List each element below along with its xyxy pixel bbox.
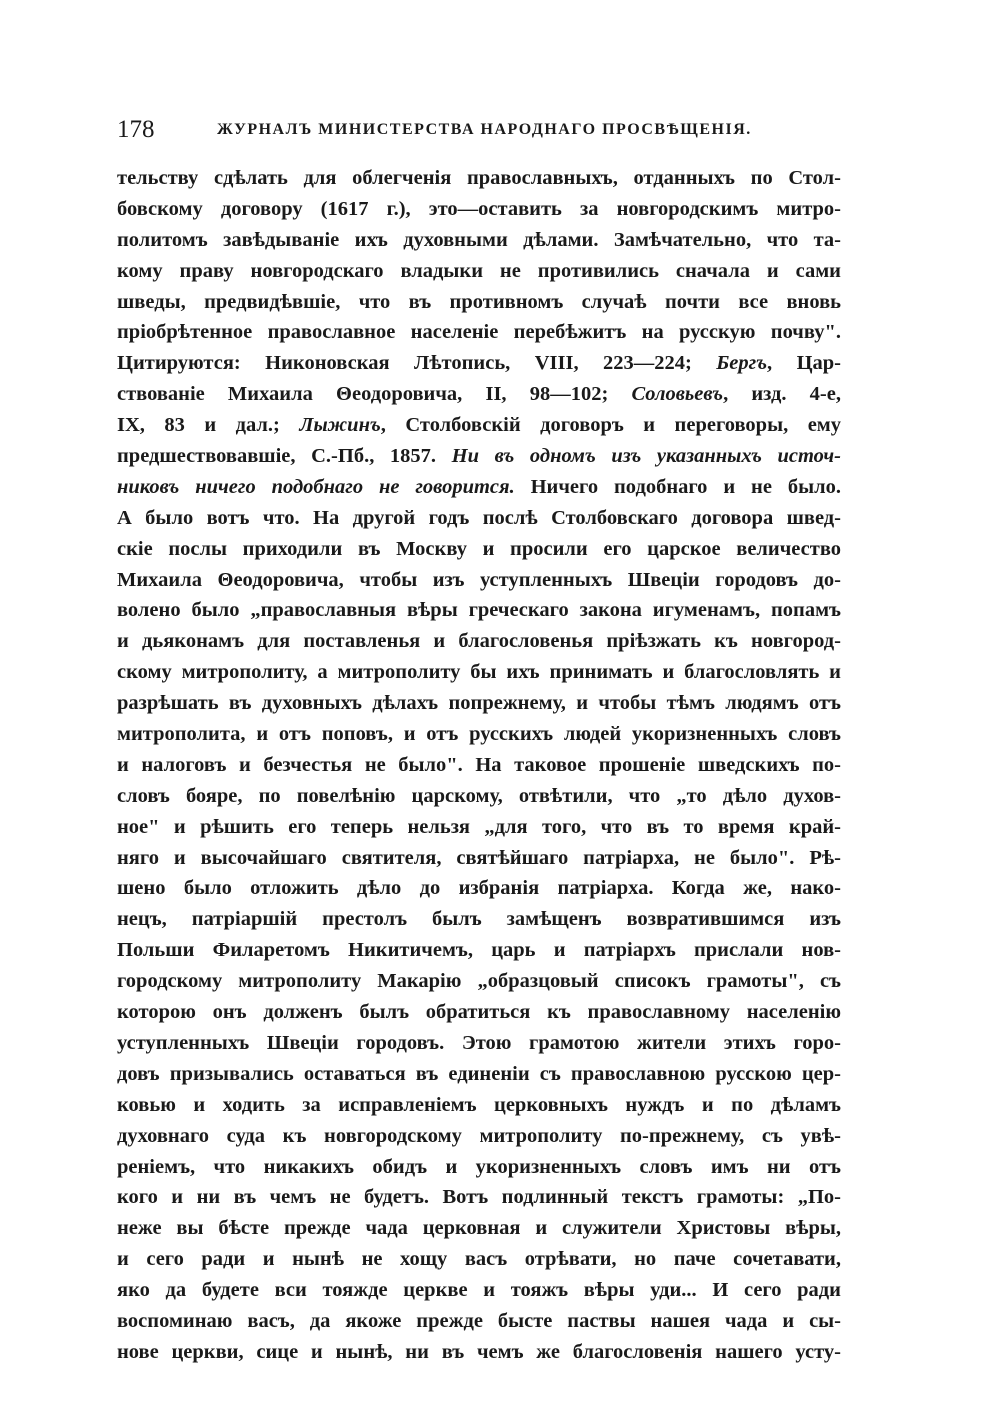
text-segment: няго и высочайшаго святителя, святѣйшаго патріарха, не было". Рѣ- bbox=[117, 846, 841, 869]
text-line bbox=[117, 1090, 841, 1121]
text-segment: пріобрѣтенное православное населеніе перебѣжитъ на русскую почву". bbox=[117, 321, 841, 344]
text-segment: кому праву новгородскаго владыки не противились сначала и сами bbox=[117, 259, 841, 282]
text-segment: волено было „православныя вѣры греческаго закона игуменамъ, попамъ bbox=[117, 599, 841, 622]
text-line bbox=[117, 256, 841, 287]
text-line bbox=[117, 317, 841, 348]
text-line bbox=[117, 348, 841, 379]
text-segment: нецъ, патріаршій престолъ былъ замѣщенъ возвратившимся изъ bbox=[117, 908, 841, 931]
text-line bbox=[117, 843, 841, 874]
text-segment: довъ призывались оставаться въ единеніи съ православною русскою цер- bbox=[117, 1062, 841, 1085]
text-line bbox=[117, 163, 841, 194]
text-segment: городскому митрополиту Макарію „образцовый списокъ грамоты", съ bbox=[117, 970, 841, 993]
text-segment: митрополита, и отъ поповъ, и отъ русскихъ людей укоризненныхъ словъ bbox=[117, 723, 841, 746]
text-line bbox=[117, 1275, 841, 1306]
text-line bbox=[117, 410, 841, 441]
text-line bbox=[117, 1306, 841, 1337]
text-line bbox=[117, 873, 841, 904]
text-segment: политомъ завѣдываніе ихъ духовными дѣлами. Замѣчательно, что та- bbox=[117, 228, 841, 251]
text-line bbox=[117, 472, 841, 503]
text-segment: и сего ради и нынѣ не хощу васъ отрѣвати, но паче сочетавати, bbox=[117, 1248, 841, 1271]
text-line bbox=[117, 1121, 841, 1152]
text-segment: ствованіе Михаила Θеодоровича, II, 98—102; bbox=[117, 383, 632, 406]
text-line bbox=[117, 626, 841, 657]
text-segment: Ничего подобнаго и не было. bbox=[514, 475, 841, 498]
text-line bbox=[117, 503, 841, 534]
text-segment: духовнаго суда къ новгородскому митрополиту по-прежнему, съ увѣ- bbox=[117, 1124, 841, 1147]
text-line bbox=[117, 935, 841, 966]
text-segment: бовскому договору (1617 г.), это—оставить за новгородскимъ митро- bbox=[117, 197, 841, 220]
text-line bbox=[117, 904, 841, 935]
text-line bbox=[117, 379, 841, 410]
text-segment: нове церкви, сице и нынѣ, ни въ чемъ же благословенія нашего усту- bbox=[117, 1340, 841, 1363]
text-line bbox=[117, 1028, 841, 1059]
text-segment: ное" и рѣшить его теперь нельзя „для того, что въ то время край- bbox=[117, 815, 841, 838]
text-segment: , Столбовскій договоръ и переговоры, ему bbox=[380, 414, 841, 437]
body-text bbox=[117, 163, 841, 1368]
italic-text-segment: Ни въ одномъ изъ указанныхъ источ- bbox=[451, 445, 841, 468]
page-header bbox=[117, 114, 847, 146]
text-segment: яко да будете вси тояжде церкве и тояжъ вѣры уди... И сего ради bbox=[117, 1279, 841, 1302]
text-line bbox=[117, 1182, 841, 1213]
text-line bbox=[117, 1152, 841, 1183]
text-segment: которою онъ долженъ былъ обратиться къ православному населенію bbox=[117, 1001, 841, 1024]
text-line bbox=[117, 1244, 841, 1275]
text-segment: ковью и ходить за исправленіемъ церковныхъ нуждъ и по дѣламъ bbox=[117, 1093, 841, 1116]
text-segment: , Цар- bbox=[767, 352, 841, 375]
text-segment: воспоминаю васъ, да якоже прежде бысте паствы нашея чада и сы- bbox=[117, 1309, 841, 1332]
italic-text-segment: никовъ ничего подобнаго не говорится. bbox=[117, 475, 515, 498]
text-segment: реніемъ, что никакихъ обидъ и укоризненныхъ словъ имъ ни отъ bbox=[117, 1155, 841, 1178]
text-line bbox=[117, 565, 841, 596]
text-segment: шено было отложить дѣло до избранія патріарха. Когда же, нако- bbox=[117, 877, 841, 900]
text-line bbox=[117, 194, 841, 225]
text-segment: , изд. 4-е, bbox=[723, 383, 841, 406]
text-line bbox=[117, 441, 841, 472]
text-line bbox=[117, 688, 841, 719]
text-line bbox=[117, 781, 841, 812]
text-line bbox=[117, 287, 841, 318]
text-line bbox=[117, 1059, 841, 1090]
text-segment: скіе послы приходили въ Москву и просили его царское величество bbox=[117, 537, 841, 560]
italic-text-segment: Бергъ bbox=[716, 352, 768, 375]
italic-text-segment: Соловьевъ bbox=[631, 383, 724, 406]
text-line bbox=[117, 225, 841, 256]
text-segment: разрѣшать въ духовныхъ дѣлахъ попрежнему, и чтобы тѣмъ людямъ отъ bbox=[117, 692, 841, 715]
text-line bbox=[117, 966, 841, 997]
text-segment: шведы, предвидѣвшіе, что въ противномъ случаѣ почти все вновь bbox=[117, 290, 841, 313]
text-segment: IX, 83 и дал.; bbox=[117, 414, 300, 437]
italic-text-segment: Лыжинъ bbox=[299, 414, 381, 437]
text-line bbox=[117, 595, 841, 626]
text-segment: и налоговъ и безчестья не было". На таковое прошеніе шведскихъ по- bbox=[117, 753, 841, 776]
text-segment: словъ бояре, по повелѣнію царскому, отвѣтили, что „то дѣло духов- bbox=[117, 784, 841, 807]
text-segment: А было вотъ что. На другой годъ послѣ Столбовскаго договора швед- bbox=[117, 506, 841, 529]
running-title: ЖУРНАЛЪ МИНИСТЕРСТВА НАРОДНАГО ПРОСВѢЩЕНІЯ. bbox=[217, 121, 752, 138]
text-line bbox=[117, 997, 841, 1028]
text-line bbox=[117, 812, 841, 843]
text-line bbox=[117, 1213, 841, 1244]
page-number: 178 bbox=[117, 116, 155, 143]
text-line bbox=[117, 1337, 841, 1368]
text-line bbox=[117, 750, 841, 781]
text-segment: кого и ни въ чемъ не будетъ. Вотъ подлинный текстъ грамоты: „По- bbox=[117, 1186, 841, 1209]
text-segment: и дьяконамъ для поставленья и благословенья пріѣзжать къ новгород- bbox=[117, 630, 841, 653]
text-segment: тельству сдѣлать для облегченія православныхъ, отданныхъ по Стол- bbox=[117, 167, 841, 189]
text-line bbox=[117, 657, 841, 688]
text-segment: предшествовавшіе, С.-Пб., 1857. bbox=[117, 445, 452, 468]
text-segment: Цитируются: Никоновская Лѣтопись, VIII, 223—224; bbox=[117, 352, 717, 375]
text-line bbox=[117, 534, 841, 565]
text-line bbox=[117, 719, 841, 750]
text-segment: неже вы бѣсте прежде чада церковная и служители Христовы вѣры, bbox=[117, 1217, 841, 1240]
text-segment: скому митрополиту, а митрополиту бы ихъ принимать и благословлять и bbox=[117, 661, 841, 684]
text-segment: Польши Филаретомъ Никитичемъ, царь и патріархъ прислали нов- bbox=[117, 939, 841, 962]
text-segment: уступленныхъ Швеціи городовъ. Этою грамотою жители этихъ горо- bbox=[117, 1031, 841, 1054]
text-segment: Михаила Θеодоровича, чтобы изъ уступленныхъ Швеціи городовъ до- bbox=[117, 568, 841, 591]
